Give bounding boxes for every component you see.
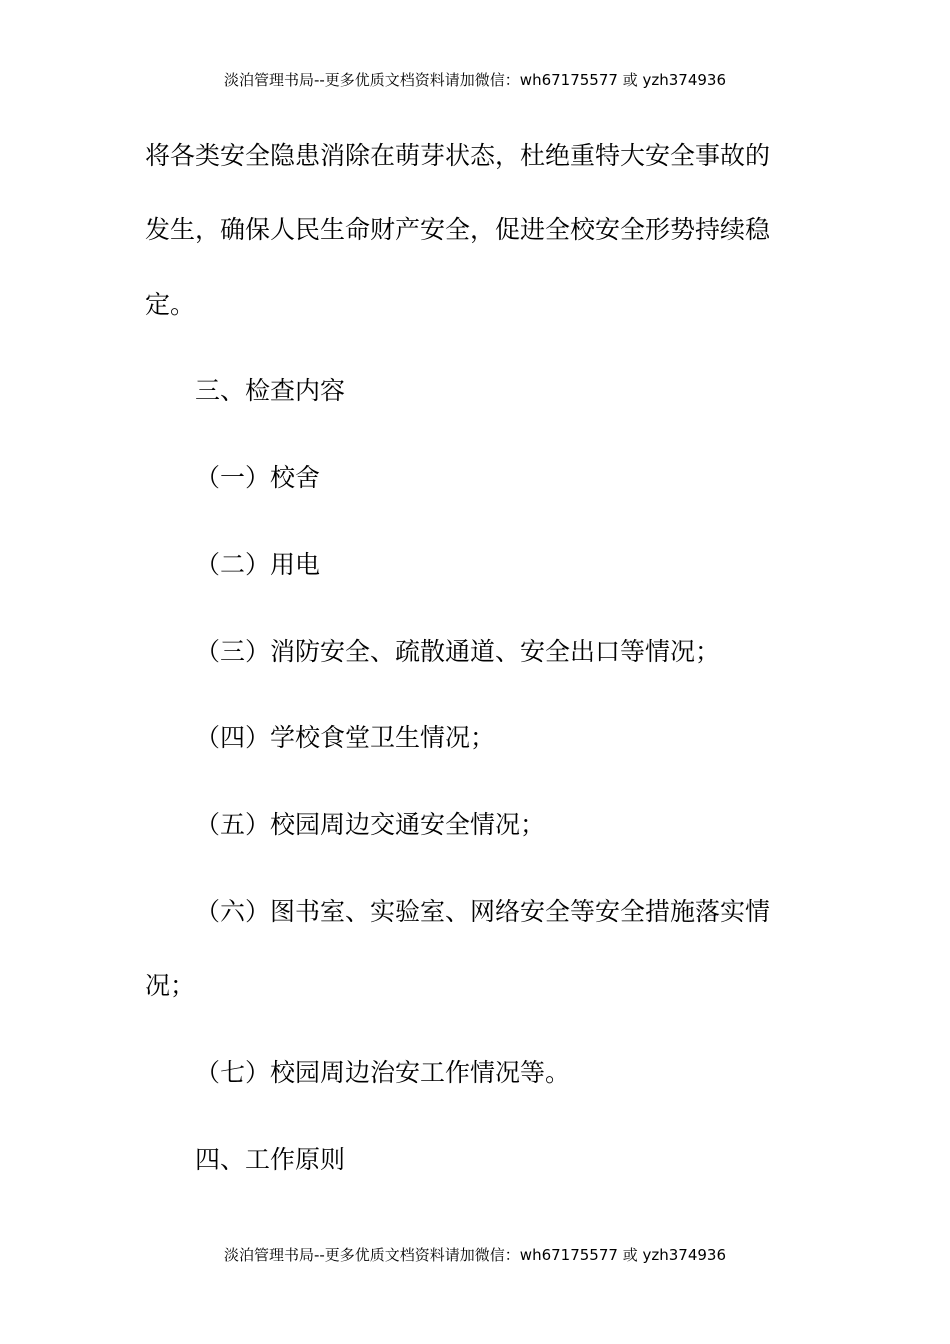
list-item-electricity: （二）用电 (195, 550, 321, 579)
body-text-line: 况； (145, 971, 196, 1000)
list-item-public-security: （七）校园周边治安工作情况等。 (195, 1058, 571, 1087)
section-heading-inspection-content: 三、检查内容 (195, 376, 346, 405)
list-item-fire-safety: （三）消防安全、疏散通道、安全出口等情况； (195, 637, 721, 666)
list-item-traffic-safety: （五）校园周边交通安全情况； (195, 810, 546, 839)
list-item-safety-measures: （六）图书室、实验室、网络安全等安全措施落实情 (195, 897, 771, 926)
body-text-line: 定。 (145, 290, 196, 319)
body-text-line: 将各类安全隐患消除在萌芽状态，杜绝重特大安全事故的 (145, 141, 771, 170)
page-header: 淡泊管理书局--更多优质文档资料请加微信：wh67175577 或 yzh374936 (223, 71, 726, 89)
section-heading-work-principles: 四、工作原则 (195, 1145, 346, 1174)
list-item-canteen-hygiene: （四）学校食堂卫生情况； (195, 723, 496, 752)
page-footer: 淡泊管理书局--更多优质文档资料请加微信：wh67175577 或 yzh374936 (223, 1246, 726, 1264)
list-item-school-buildings: （一）校舍 (195, 463, 321, 492)
body-text-line: 发生，确保人民生命财产安全，促进全校安全形势持续稳 (145, 215, 771, 244)
